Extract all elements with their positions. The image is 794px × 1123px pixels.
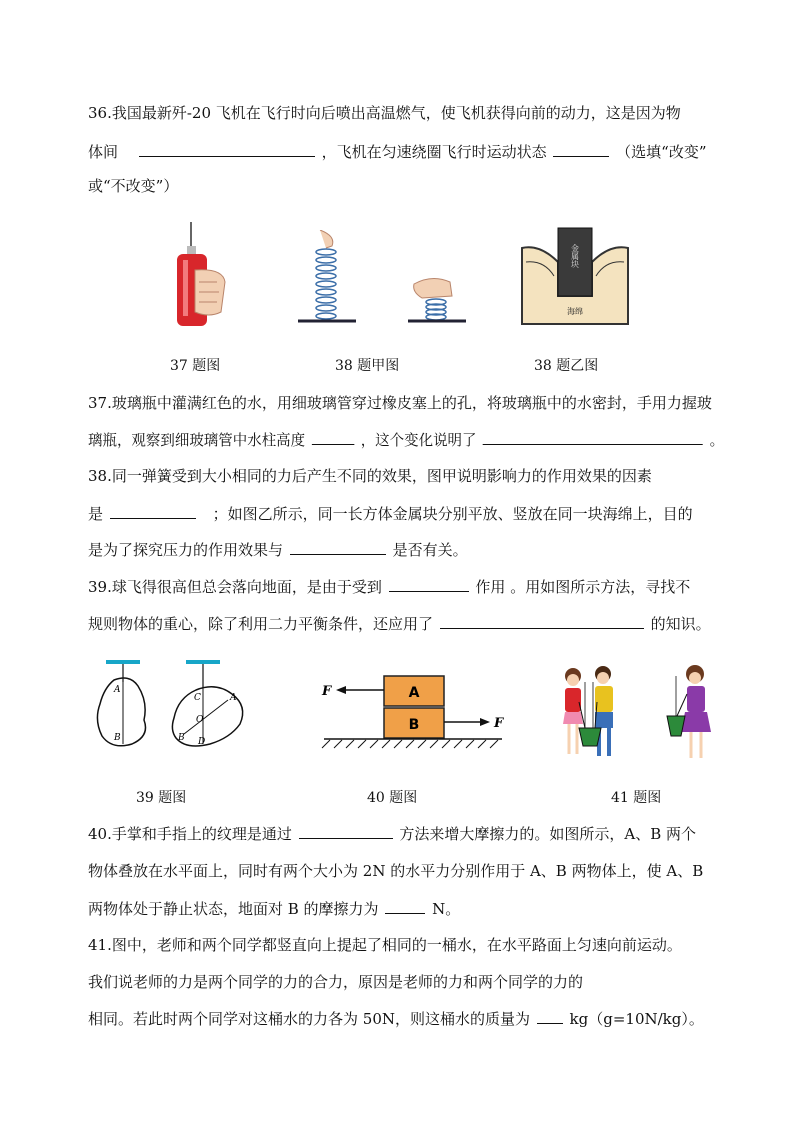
q36-line3: 或“不改变”） <box>88 177 179 195</box>
fig40-force-left-label: F <box>322 684 332 699</box>
fig37-bottle-image <box>165 220 233 328</box>
q37-text-a: 璃瓶，观察到细玻璃管中水柱高度 <box>88 431 306 449</box>
fig39-label-a1: A <box>114 685 121 695</box>
q39-text-c: 规则物体的重心，除了利用二力平衡条件，还应用了 <box>88 615 434 633</box>
q39-line2 <box>88 612 711 635</box>
q37-line2 <box>88 428 724 451</box>
caption-fig39: 39 题图 <box>136 790 187 806</box>
q38-line2 <box>88 502 693 525</box>
q39-text-d: 的知识。 <box>650 615 711 633</box>
fig40-blocks-image <box>318 670 518 756</box>
fig38jia-springs-image <box>296 230 468 324</box>
q38-line3 <box>88 538 468 561</box>
q40-text-d: N。 <box>432 900 461 918</box>
q36-blank-2[interactable] <box>553 140 609 157</box>
fig39-label-b1: B <box>114 733 121 743</box>
fig38yi-sponge-label: 海绵 <box>567 307 583 316</box>
q39-text-a: 39.球飞得很高但总会落向地面，是由于受到 <box>88 578 382 596</box>
q36-blank-1[interactable] <box>139 140 315 157</box>
fig38yi-block-label: 金属块 <box>570 244 580 268</box>
fig40-block-a-label: A <box>408 685 420 701</box>
q38-line1: 38.同一弹簧受到大小相同的力后产生不同的效果，图甲说明影响力的作用效果的因素 <box>88 467 652 485</box>
caption-fig37: 37 题图 <box>170 358 221 374</box>
q40-text-a: 40.手掌和手指上的纹理是通过 <box>88 825 292 843</box>
fig39-label-b2: B <box>178 733 185 743</box>
q37-text-b: ，这个变化说明了 <box>360 431 477 449</box>
q36-text-a: 体间 <box>88 143 119 161</box>
q36-line1: 36.我国最新歼-20 飞机在飞行时向后喷出高温燃气，使飞机获得向前的动力，这是因为物 <box>88 104 681 122</box>
q40-blank-2[interactable] <box>385 897 425 914</box>
fig39-label-o: O <box>196 715 204 725</box>
q40-line2: 物体叠放在水平面上，同时有两个大小为 2N 的水平力分别作用于 A、B 两物体上，使 A、B <box>88 862 704 880</box>
q39-blank-2[interactable] <box>440 612 644 629</box>
caption-fig38jia: 38 题甲图 <box>335 358 400 374</box>
q40-line3 <box>88 897 460 920</box>
q37-line1: 37.玻璃瓶中灌满红色的水，用细玻璃管穿过橡皮塞上的孔，将玻璃瓶中的水密封，手用力握玻 <box>88 394 712 412</box>
q38-text-b: ；如图乙所示，同一长方体金属块分别平放、竖放在同一块海绵上，目的 <box>212 505 693 523</box>
q39-blank-1[interactable] <box>389 575 469 592</box>
q36-line2 <box>88 140 707 163</box>
caption-fig41: 41 题图 <box>611 790 662 806</box>
q39-line1 <box>88 575 690 598</box>
q41-text-a: 相同。若此时两个同学对这桶水的力各为 50N，则这桶水的质量为 <box>88 1010 530 1028</box>
fig39-suspension-image <box>92 658 252 758</box>
q38-text-d: 是否有关。 <box>392 541 468 559</box>
q38-text-a: 是 <box>88 505 104 523</box>
fig40-force-right-label: F <box>494 716 504 731</box>
fig39-label-c: C <box>194 693 201 703</box>
q37-blank-2[interactable] <box>483 428 703 445</box>
q38-blank-2[interactable] <box>290 538 386 555</box>
fig39-label-a2: A <box>230 693 237 703</box>
q40-text-c: 两物体处于静止状态，地面对 B 的摩擦力为 <box>88 900 379 918</box>
q40-blank-1[interactable] <box>299 822 393 839</box>
fig39-label-d: D <box>198 737 206 747</box>
q40-line1 <box>88 822 696 845</box>
q37-text-c: 。 <box>709 431 725 449</box>
q41-line3 <box>88 1007 704 1030</box>
fig38yi-sponge-image <box>520 226 630 326</box>
q41-line2: 我们说老师的力是两个同学的力的合力，原因是老师的力和两个同学的力的 <box>88 973 584 991</box>
caption-fig40: 40 题图 <box>367 790 418 806</box>
caption-fig38yi: 38 题乙图 <box>534 358 599 374</box>
q41-text-b: kg（g=10N/kg）。 <box>569 1010 704 1028</box>
q41-line1: 41.图中，老师和两个同学都竖直向上提起了相同的一桶水，在水平路面上匀速向前运动。 <box>88 936 682 954</box>
q36-text-c: （选填“改变” <box>616 143 707 161</box>
fig41-carrying-image <box>555 662 725 766</box>
q41-blank-1[interactable] <box>537 1007 563 1024</box>
fig40-block-b-label: B <box>408 717 420 733</box>
q37-blank-1[interactable] <box>312 428 354 445</box>
q38-text-c: 是为了探究压力的作用效果与 <box>88 541 284 559</box>
q40-text-b: 方法来增大摩擦力的。如图所示，A、B 两个 <box>399 825 697 843</box>
q36-text-b: ，飞机在匀速绕圈飞行时运动状态 <box>321 143 547 161</box>
q39-text-b: 作用 。用如图所示方法，寻找不 <box>475 578 691 596</box>
q38-blank-1[interactable] <box>110 502 196 519</box>
